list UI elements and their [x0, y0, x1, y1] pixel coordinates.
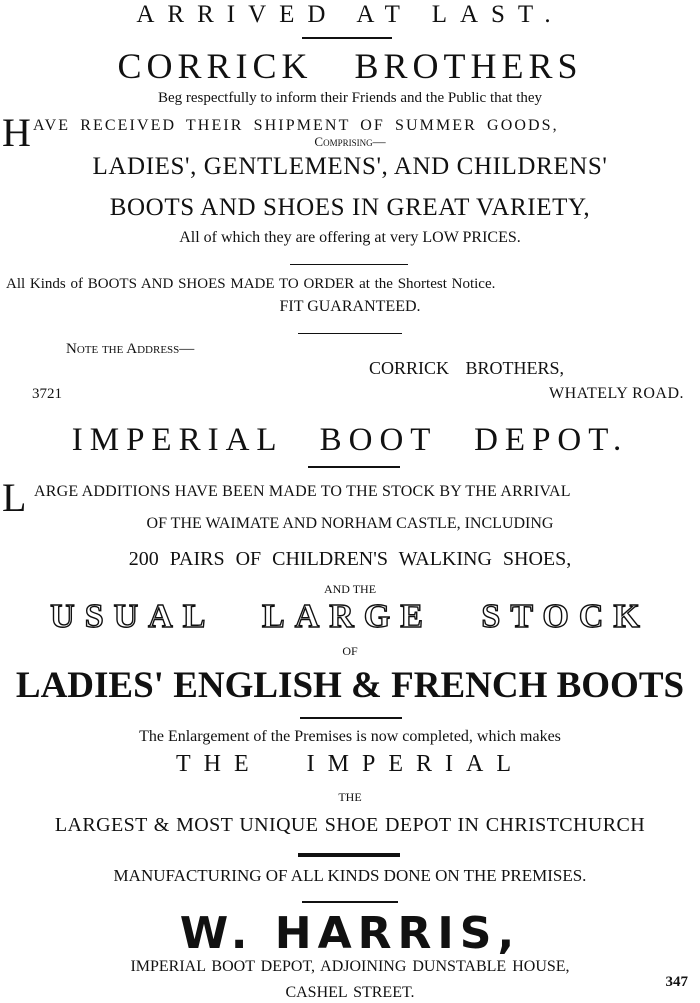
received-shipment-text: AVE RECEIVED THEIR SHIPMENT OF SUMMER GOODS,: [33, 117, 559, 134]
largest-depot-heading: LARGEST & MOST UNIQUE SHOE DEPOT IN CHRISTCHURCH: [54, 814, 646, 836]
drop-cap-h: H: [2, 110, 31, 155]
ad-number: 3721: [32, 386, 62, 402]
drop-cap-l: L: [2, 475, 27, 520]
the-small-text: THE: [338, 790, 362, 804]
of-text: OF: [342, 644, 358, 658]
enlargement-text: The Enlargement of the Premises is now completed, which makes: [139, 728, 561, 745]
boots-and-shoes-line: BOOTS AND SHOES IN GREAT VARIETY,: [109, 194, 591, 221]
banner-rule: [302, 37, 392, 39]
page-number: 347: [665, 974, 688, 990]
firm-name-heading: CORRICK BROTHERS: [117, 46, 583, 86]
ladies-english-french-boots-heading: LADIES' ENGLISH & FRENCH BOOTS: [15, 665, 685, 706]
divider-rule: [302, 901, 398, 903]
ships-including-text: OF THE WAIMATE AND NORHAM CASTLE, INCLUDING: [146, 515, 554, 532]
made-to-order-text: All Kinds of BOOTS AND SHOES MADE TO ORDER at the Shortest Notice.: [6, 276, 496, 292]
comprising-text: Comprising—: [314, 134, 386, 149]
and-the-text: AND THE: [323, 582, 377, 596]
title-rule: [308, 466, 400, 468]
signature-address: WHATELY ROAD.: [549, 385, 684, 402]
proprietor-name: W. HARRIS,: [179, 908, 521, 959]
divider-rule: [300, 717, 402, 719]
banner-heading: ARRIVED AT LAST.: [136, 1, 564, 28]
low-prices-text: All of which they are offering at very LOW PRICES.: [179, 229, 521, 246]
usual-large-stock-heading: USUAL LARGE STOCK: [50, 598, 650, 635]
ladies-gentlemens-childrens-line: LADIES', GENTLEMENS', AND CHILDRENS': [92, 153, 608, 180]
note-the-address: Note the Address—: [66, 341, 195, 357]
divider-rule: [290, 264, 408, 265]
imperial-title: IMPERIAL BOOT DEPOT.: [71, 422, 629, 458]
street-address-line: CASHEL STREET.: [285, 984, 415, 1001]
intro-text: Beg respectfully to inform their Friends and the Public that they: [157, 90, 543, 106]
manufacturing-text: MANUFACTURING OF ALL KINDS DONE ON THE PREMISES.: [113, 866, 587, 885]
signature-name: CORRICK BROTHERS,: [369, 358, 565, 378]
fit-guaranteed-text: FIT GUARANTEED.: [279, 298, 421, 315]
depot-address-line: IMPERIAL BOOT DEPOT, ADJOINING DUNSTABLE HOUSE,: [130, 958, 570, 975]
divider-rule: [298, 333, 402, 334]
walking-shoes-text: 200 PAIRS OF CHILDREN'S WALKING SHOES,: [128, 548, 572, 570]
the-imperial-heading: THE IMPERIAL: [176, 751, 524, 777]
large-additions-text: ARGE ADDITIONS HAVE BEEN MADE TO THE STOCK BY THE ARRIVAL: [34, 483, 571, 500]
divider-rule: [298, 853, 400, 857]
